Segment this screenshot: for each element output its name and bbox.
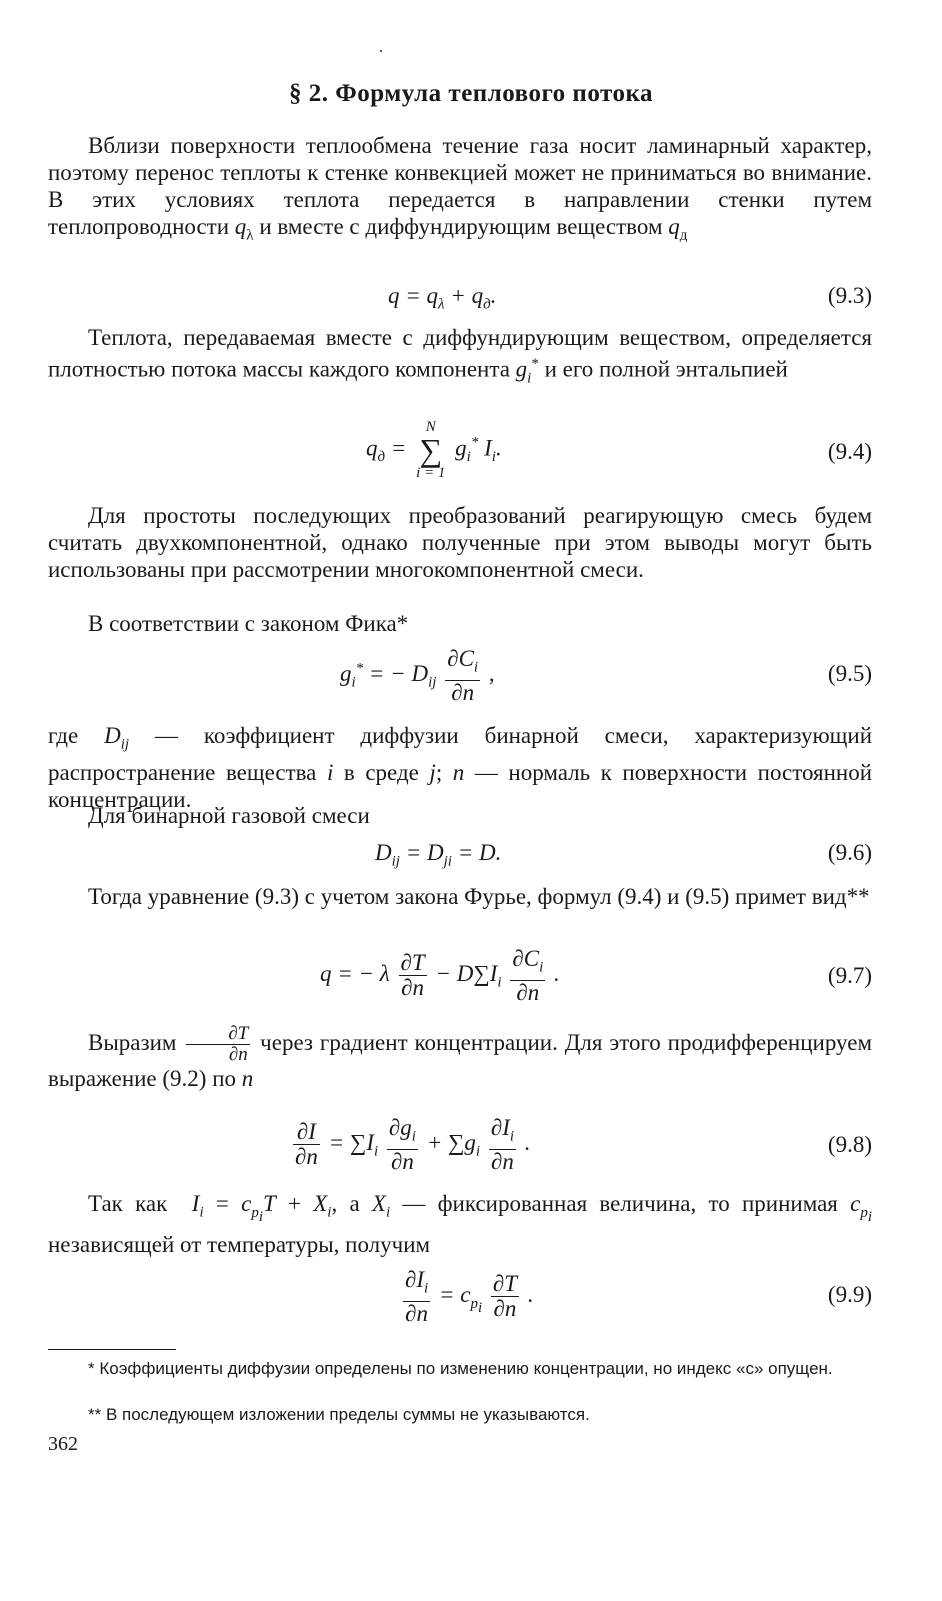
p2-text: Теплота, передаваемая вместе с диффундирующим веществом, определяется плотностью потока массы каждого компонента: [48, 325, 872, 382]
paragraph-5: где $D_{ij}$ — коэффициент диффузии бинарной смеси, характеризующий распространение вещества i в среде j; n — нормаль к поверхности постоянной концентрации.: [48, 723, 873, 812]
p2-end-text: и его полной энтальпией: [544, 356, 788, 382]
equation-9-3: $q = q_\lambda + q_д$. (9.3): [388, 283, 872, 313]
equation-9-7: q = − λ $\frac{\partial T}{\partial n}$ − $D\sum I_i$ $\frac{\partial C_i}{\partial n}$ . (9.7): [320, 946, 872, 1005]
paragraph-6: Для бинарной газовой смеси: [88, 803, 370, 828]
paragraph-9: Так как $I_i = c_{p_i}T + X_i$, а $X_i$ — фиксированная величина, то принимая $c_{p_i}$ независящей от температуры, получим: [48, 1191, 873, 1257]
footnote-2: ** В последующем изложении пределы суммы не указываются.: [88, 1405, 590, 1424]
footnote-1: * Коэффициенты диффузии определены по изменению концентрации, но индекс «c» опущен.: [88, 1359, 833, 1378]
p5-b: — коэффициент диффузии бинарной смеси, характеризующий распространение вещества: [48, 723, 873, 785]
equation-9-5: $g_i^*$ = − $D_{ij}$ $\frac{\partial C_i}{\partial n}$ , (9.5): [340, 646, 872, 705]
paragraph-3: Для простоты последующих преобразований реагирующую смесь будем считать двухкомпонентной, однако полученные при этом выводы могут быть использованы при рассмотрении многокомпонентной смеси.: [48, 503, 872, 582]
eq-number: (9.6): [827, 840, 872, 865]
paragraph-4: В соответствии с законом Фика*: [88, 611, 409, 636]
eq-number: (9.5): [827, 661, 872, 686]
equation-9-9: $\frac{\partial I_i}{\partial n}$ = $c_{p_i}$ $\frac{\partial T}{\partial n}$ . (9.9): [405, 1267, 872, 1326]
p5-a: где: [48, 723, 79, 748]
eq-number: (9.3): [827, 283, 872, 308]
eq-number: (9.4): [827, 439, 872, 464]
equation-9-8: $\frac{\partial I}{\partial n}$ = $\sum I_i$ $\frac{\partial g_i}{\partial n}$ + $\sum g_i$ $\frac{\partial I_i}{\partial n}$ . (9.8): [295, 1115, 872, 1174]
section-title: § 2. Формула теплового потока: [289, 80, 653, 107]
paragraph-1: Вблизи поверхности теплообмена течение газа носит ламинарный характер, поэтому перенос теплоты к стенке конвекцией может не приниматься во внимание. В этих условиях теплота передается в направлении стенки путем теплопроводности $q_\lambda$ и вместе с диффундирующим веществом $q_д$: [48, 133, 872, 244]
eq-number: (9.8): [827, 1132, 872, 1157]
p8-b: через градиент концентрации. Для этого продифференцируем выражение (9.2) по: [48, 1029, 873, 1091]
p5-d: — нормаль к поверхности постоянной концентрации.: [48, 759, 873, 812]
p1-text: Вблизи поверхности теплообмена течение газа носит ламинарный характер, поэтому перенос теплоты к стенке конвекцией может не приниматься во внимание. В этих условиях теплота передается в направлении стенки путем теплопроводности: [48, 133, 872, 239]
equation-9-6: $D_{ij} = D_{ji} = D$. (9.6): [375, 840, 872, 870]
paragraph-8: Выразим $\frac{\partial T}{\partial n}$ через градиент концентрации. Для этого продифференцируем выражение (9.2) по n: [48, 1023, 873, 1091]
p1-mid-text: и вместе с диффундирующим веществом: [259, 214, 663, 239]
speck: [380, 50, 382, 52]
p9-a: Так как: [88, 1191, 168, 1216]
footnote-rule: [48, 1349, 176, 1350]
equation-9-4: $q_д$ = N ∑ i = 1 $g_i^*$ $I_i$. (9.4): [366, 419, 872, 481]
page-number: 362: [48, 1433, 78, 1455]
p9-c: — фиксированная величина, то принимая: [402, 1191, 838, 1216]
paragraph-2: Теплота, передаваемая вместе с диффундирующим веществом, определяется плотностью потока массы каждого компонента $g_i^*$ и его полной энтальпией: [48, 325, 872, 387]
p9-d: независящей от температуры, получим: [48, 1231, 431, 1257]
paragraph-7: Тогда уравнение (9.3) с учетом закона Фурье, формул (9.4) и (9.5) примет вид**: [88, 884, 870, 909]
p8-a: Выразим: [88, 1029, 177, 1055]
p5-c: в среде: [343, 759, 419, 785]
eq-number: (9.9): [827, 1282, 872, 1307]
eq-number: (9.7): [827, 963, 872, 988]
p9-b: , а: [331, 1191, 360, 1216]
